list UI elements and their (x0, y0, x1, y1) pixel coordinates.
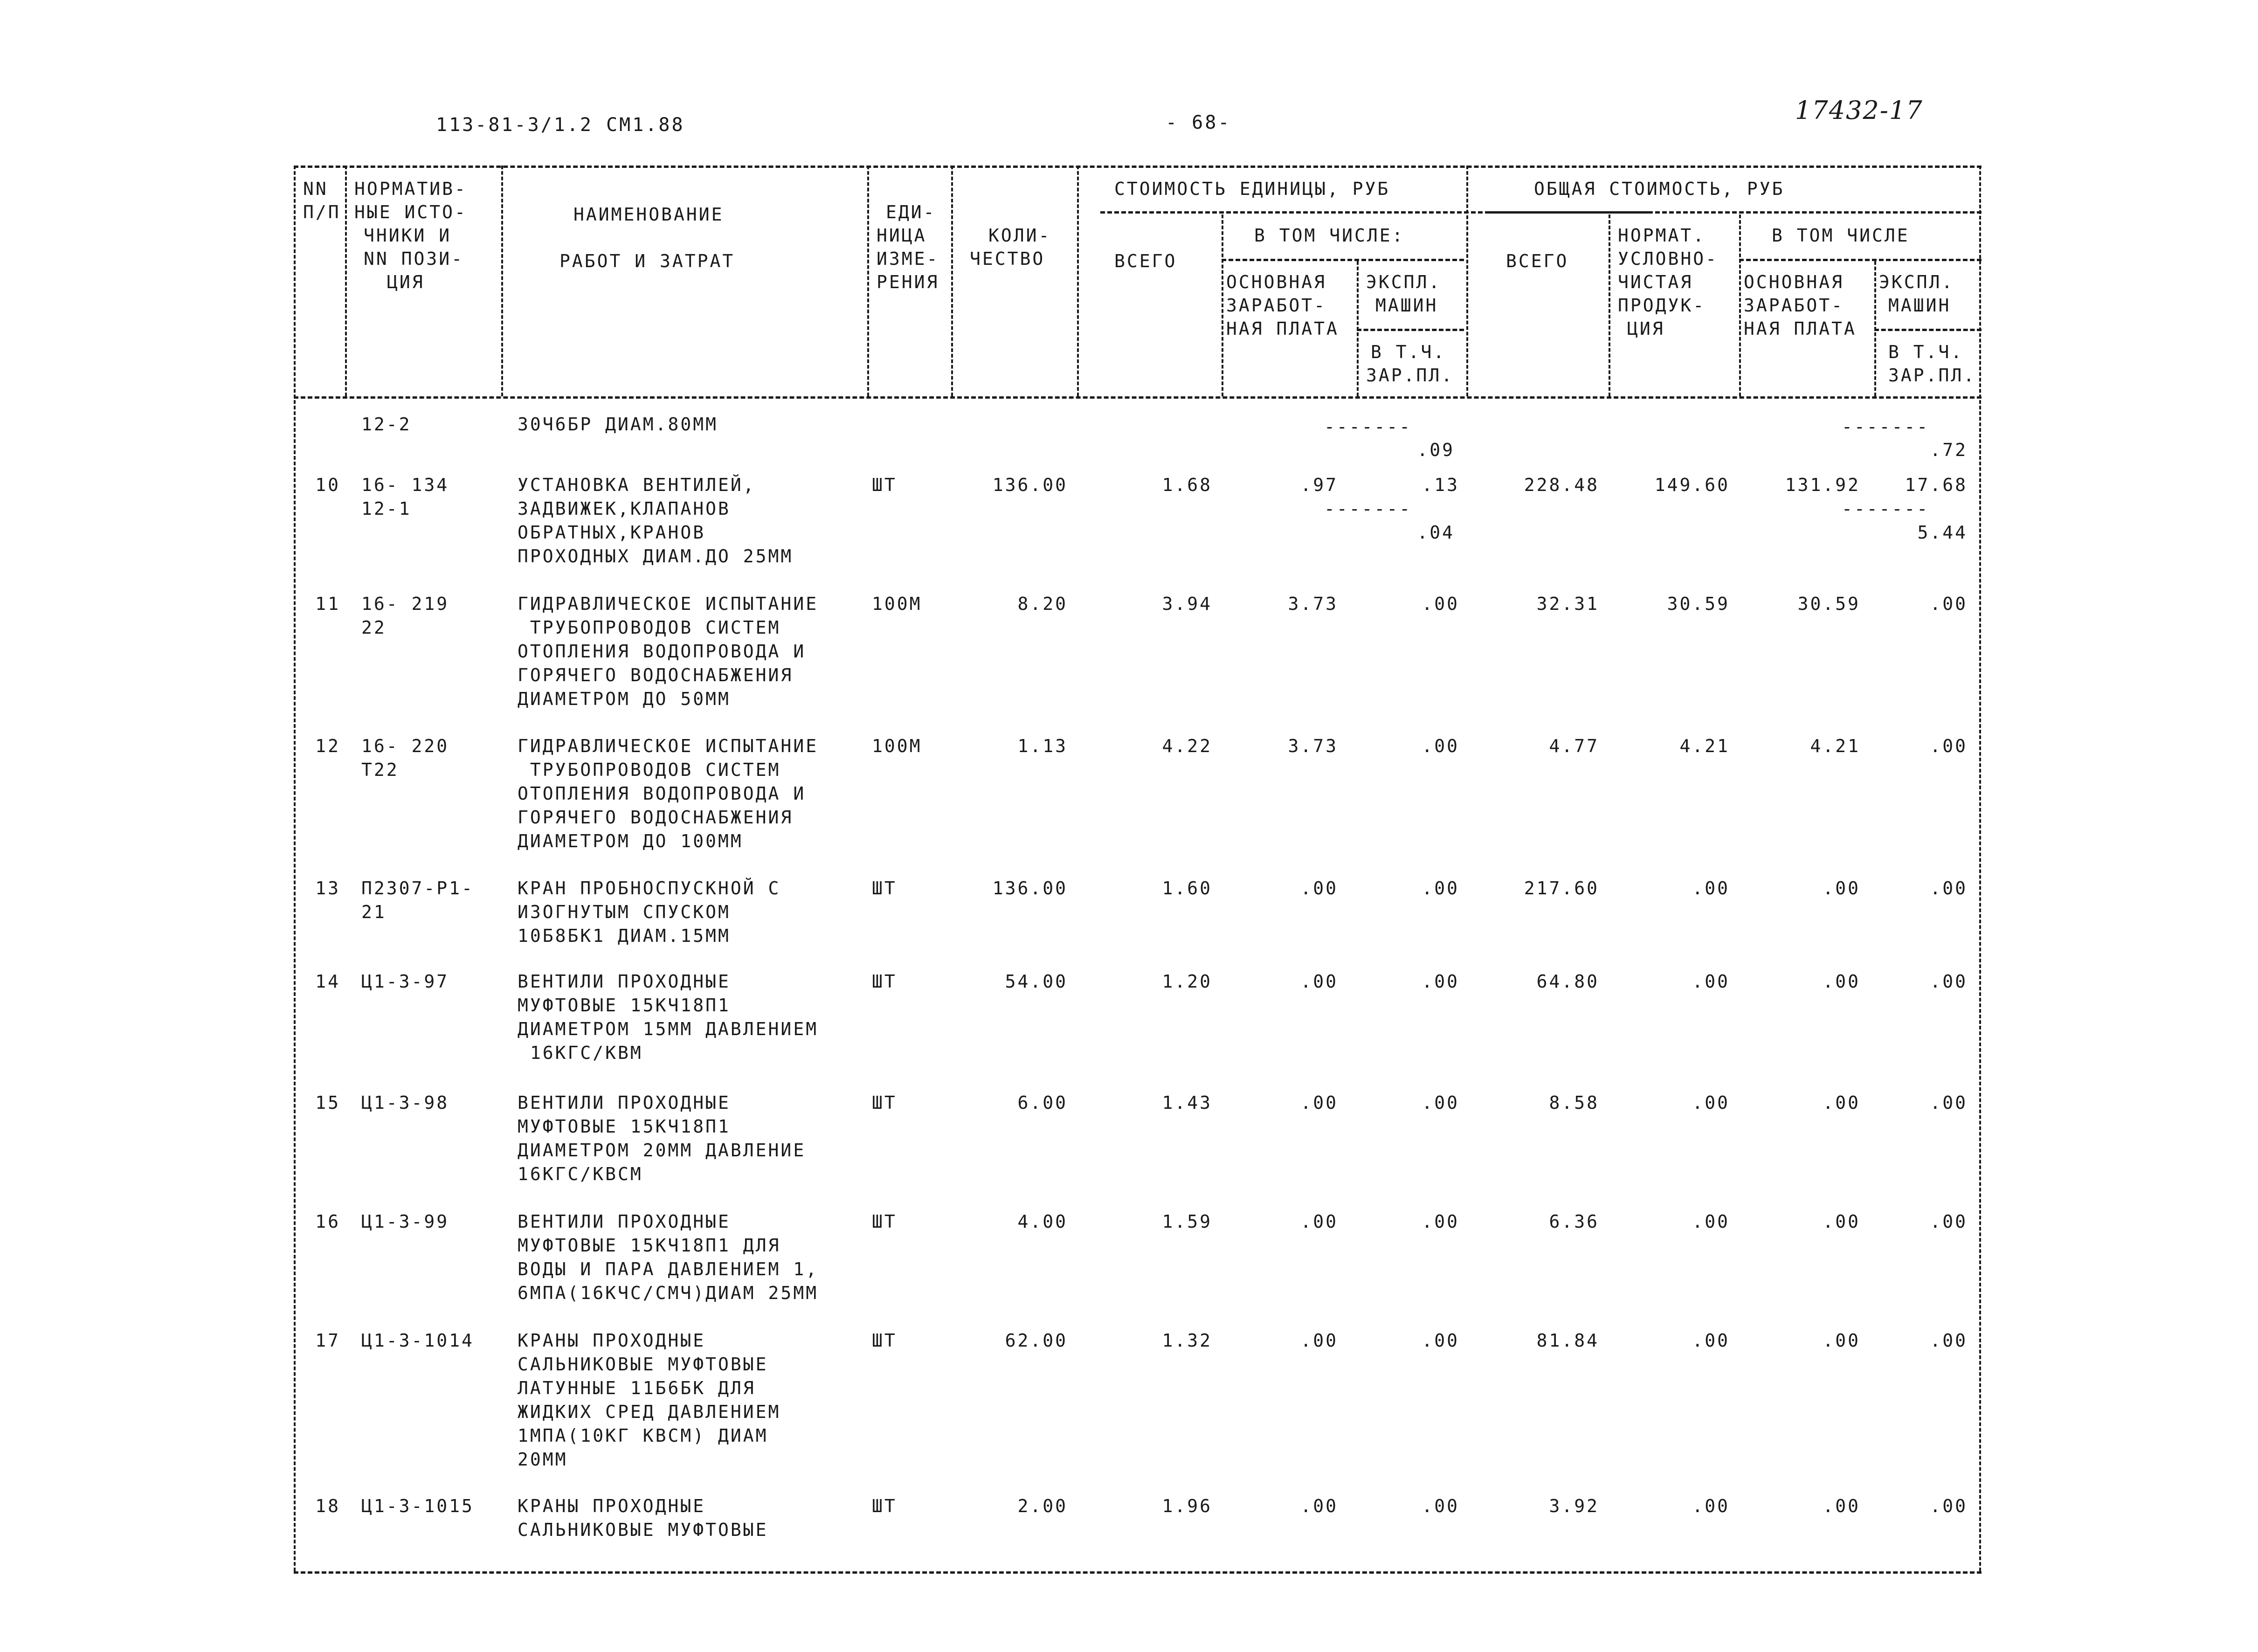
row-name: ОТОПЛЕНИЯ ВОДОПРОВОДА И (518, 783, 806, 804)
row-qty: 54.00 (1005, 971, 1068, 992)
row-code: Ц1-3-98 (361, 1092, 449, 1113)
header-total-machwage-1: В Т.Ч. (1888, 342, 1964, 362)
row-unit-total: 4.22 (1162, 736, 1212, 756)
row-name: КРАНЫ ПРОХОДНЫЕ (518, 1496, 706, 1516)
header-unit-incl: В ТОМ ЧИСЛЕ: (1254, 225, 1405, 246)
header-normativ-5: ЦИЯ (387, 272, 425, 292)
header-total-norm-5: ЦИЯ (1627, 318, 1665, 339)
row-name: ИЗОГНУТЫМ СПУСКОМ (518, 902, 731, 922)
col-sep-ttotal (1609, 214, 1610, 396)
row-name: МУФТОВЫЕ 15КЧ18П1 ДЛЯ (518, 1235, 781, 1256)
row-name: ТРУБОПРОВОДОВ СИСТЕМ (518, 760, 781, 780)
header-total-mach-1: ЭКСПЛ. (1879, 272, 1954, 292)
row-unit-wage: 3.73 (1288, 594, 1338, 614)
row-name: ДИАМЕТРОМ ДО 100ММ (518, 831, 743, 851)
header-total-wage-1: ОСНОВНАЯ (1744, 272, 1844, 292)
header-unit-mach-1: ЭКСПЛ. (1366, 272, 1442, 292)
row-code: Ц1-3-97 (361, 971, 449, 992)
row-name: КРАНЫ ПРОХОДНЫЕ (518, 1330, 706, 1351)
row-unit: ШТ (872, 1211, 897, 1232)
row-qty: 8.20 (1017, 594, 1068, 614)
row-name: 16КГС/КВМ (518, 1043, 643, 1063)
header-total-wage-2: ЗАРАБОТ- (1744, 295, 1844, 316)
row-total-total: 8.58 (1549, 1092, 1599, 1113)
row-unit: ШТ (872, 878, 897, 899)
row-name: УСТАНОВКА ВЕНТИЛЕЙ, (518, 475, 756, 495)
row-total-mach: .00 (1930, 878, 1968, 899)
row-qty: 1.13 (1017, 736, 1068, 756)
row-code: 12-1 (361, 498, 412, 519)
continuation-total-mach-wage: .72 (1930, 440, 1968, 460)
row-total-total: 217.60 (1524, 878, 1599, 899)
row-total-norm: .00 (1692, 1496, 1730, 1516)
header-total-total: ВСЕГО (1506, 251, 1569, 271)
row-unit-total: 1.59 (1162, 1211, 1212, 1232)
row-nn: 15 (315, 1092, 340, 1113)
row-code: Ц1-3-1015 (361, 1496, 474, 1516)
row-code: Ц1-3-99 (361, 1211, 449, 1232)
row-total-mach-wage: 5.44 (1917, 522, 1968, 543)
header-unit-3: ИЗМЕ- (877, 249, 939, 269)
continuation-code: 12-2 (361, 414, 412, 435)
row-name: ОБРАТНЫХ,КРАНОВ (518, 522, 706, 543)
header-name-1: НАИМЕНОВАНИЕ (573, 204, 724, 225)
row-qty: 6.00 (1017, 1092, 1068, 1113)
header-total-cost-group: ОБЩАЯ СТОИМОСТЬ, РУБ (1534, 179, 1785, 199)
row-code: 16- 134 (361, 475, 449, 495)
table-bottom-rule (294, 1571, 1982, 1574)
row-unit: ШТ (872, 1092, 897, 1113)
row-total-wage: 131.92 (1785, 475, 1860, 495)
row-name: 1МПА(10КГ КВСМ) ДИАМ (518, 1425, 768, 1446)
row-unit-total: 1.68 (1162, 475, 1212, 495)
row-unit-mach: .00 (1422, 594, 1459, 614)
row-name: ЛАТУННЫЕ 11Б6БК ДЛЯ (518, 1378, 756, 1398)
row-unit-wage: .00 (1300, 1092, 1338, 1113)
row-unit-wage: .00 (1300, 971, 1338, 992)
row-total-wage: .00 (1823, 971, 1860, 992)
row-qty: 136.00 (992, 475, 1068, 495)
row-name: САЛЬНИКОВЫЕ МУФТОВЫЕ (518, 1520, 768, 1540)
header-name-2: РАБОТ И ЗАТРАТ (559, 251, 735, 271)
row-code: П2307-Р1- (361, 878, 474, 899)
header-unit-machwage-1: В Т.Ч. (1371, 342, 1446, 362)
unit-mach-subrule (1357, 329, 1464, 331)
header-normativ-3: ЧНИКИ И (364, 225, 452, 246)
continuation-name: 30Ч6БР ДИАМ.80ММ (518, 414, 718, 435)
row-code: 22 (361, 617, 387, 638)
row-name: ВОДЫ И ПАРА ДАВЛЕНИЕМ 1, (518, 1259, 819, 1279)
row-unit-mach-wage: .04 (1417, 522, 1455, 543)
row-name: ВЕНТИЛИ ПРОХОДНЫЕ (518, 1211, 731, 1232)
row-total-wage: .00 (1823, 1496, 1860, 1516)
handwritten-stamp-number: 17432-17 (1795, 96, 1923, 125)
row-total-wage: 30.59 (1797, 594, 1860, 614)
header-nn-1: NN (303, 179, 328, 199)
unit-incl-subrule (1222, 259, 1464, 261)
row-total-norm: 149.60 (1654, 475, 1730, 495)
row-name: 16КГС/КВСМ (518, 1164, 643, 1184)
row-code: Ц1-3-1014 (361, 1330, 474, 1351)
row-total-norm: .00 (1692, 1092, 1730, 1113)
row-unit-mach: .13 (1422, 475, 1459, 495)
row-unit-mach: .00 (1422, 1092, 1459, 1113)
row-total-norm: 30.59 (1667, 594, 1730, 614)
row-total-total: 6.36 (1549, 1211, 1599, 1232)
header-normativ-2: НЫЕ ИСТО- (354, 202, 467, 222)
row-qty: 136.00 (992, 878, 1068, 899)
row-nn: 14 (315, 971, 340, 992)
row-name: 10Б8БК1 ДИАМ.15ММ (518, 926, 731, 946)
header-total-norm-2: УСЛОВНО- (1618, 249, 1719, 269)
row-total-mach: .00 (1930, 1496, 1968, 1516)
col-sep-unit (951, 166, 953, 396)
row-unit-mach: .00 (1422, 878, 1459, 899)
row-name: САЛЬНИКОВЫЕ МУФТОВЫЕ (518, 1354, 768, 1375)
col-sep-qty (1077, 166, 1079, 396)
row-total-mach: .00 (1930, 736, 1968, 756)
row-qty: 62.00 (1005, 1330, 1068, 1351)
row-total-total: 3.92 (1549, 1496, 1599, 1516)
row-name: ПРОХОДНЫХ ДИАМ.ДО 25ММ (518, 546, 794, 567)
row-unit-mach: .00 (1422, 1330, 1459, 1351)
col-sep-tnorm (1739, 214, 1741, 396)
row-nn: 12 (315, 736, 340, 756)
table-left-edge (294, 166, 296, 1571)
row-total-norm: .00 (1692, 1330, 1730, 1351)
continuation-unit-dash: ------- (1324, 416, 1412, 437)
row-code: 21 (361, 902, 387, 922)
row-total-wage: .00 (1823, 1092, 1860, 1113)
total-cost-subrule (1487, 211, 1982, 214)
row-name: ВЕНТИЛИ ПРОХОДНЫЕ (518, 1092, 731, 1113)
header-unit-wage-1: ОСНОВНАЯ (1226, 272, 1327, 292)
row-name: ГОРЯЧЕГО ВОДОСНАБЖЕНИЯ (518, 665, 794, 685)
total-mach-subrule (1874, 329, 1982, 331)
header-unit-wage-3: НАЯ ПЛАТА (1226, 318, 1339, 339)
row-name: МУФТОВЫЕ 15КЧ18П1 (518, 995, 731, 1016)
row-unit-total: 1.20 (1162, 971, 1212, 992)
row-name: ГИДРАВЛИЧЕСКОЕ ИСПЫТАНИЕ (518, 594, 819, 614)
header-unit-mach-2: МАШИН (1375, 295, 1438, 316)
row-name: ЗАДВИЖЕК,КЛАПАНОВ (518, 498, 731, 519)
row-code: 16- 220 (361, 736, 449, 756)
row-unit-wage: .97 (1300, 475, 1338, 495)
row-unit-mach: .00 (1422, 1496, 1459, 1516)
row-unit-mach: .00 (1422, 736, 1459, 756)
row-name: 20ММ (518, 1449, 568, 1470)
row-name: 6МПА(16КЧС/СМЧ)ДИАМ 25ММ (518, 1283, 819, 1303)
row-total-total: 32.31 (1536, 594, 1599, 614)
row-nn: 10 (315, 475, 340, 495)
row-name: ОТОПЛЕНИЯ ВОДОПРОВОДА И (518, 641, 806, 662)
header-unit-4: РЕНИЯ (877, 272, 939, 292)
row-code: Т22 (361, 760, 399, 780)
row-total-total: 64.80 (1536, 971, 1599, 992)
header-nn-2: П/П (303, 202, 341, 222)
row-name: ГОРЯЧЕГО ВОДОСНАБЖЕНИЯ (518, 807, 794, 828)
row-total-total: 4.77 (1549, 736, 1599, 756)
header-total-mach-2: МАШИН (1888, 295, 1951, 316)
row-total-total: 81.84 (1536, 1330, 1599, 1351)
row-unit-wage: .00 (1300, 878, 1338, 899)
continuation-total-dash: ------- (1842, 416, 1930, 437)
row-nn: 18 (315, 1496, 340, 1516)
header-unit-total: ВСЕГО (1114, 251, 1177, 271)
row-qty: 4.00 (1017, 1211, 1068, 1232)
header-unit-wage-2: ЗАРАБОТ- (1226, 295, 1327, 316)
table-top-rule (294, 166, 1982, 168)
header-normativ-1: НОРМАТИВ- (354, 179, 467, 199)
row-nn: 16 (315, 1211, 340, 1232)
row-unit-wage: 3.73 (1288, 736, 1338, 756)
row-total-norm: 4.21 (1679, 736, 1730, 756)
row-total-mach: 17.68 (1905, 475, 1968, 495)
row-total-mach: .00 (1930, 971, 1968, 992)
row-qty: 2.00 (1017, 1496, 1068, 1516)
total-incl-subrule (1739, 259, 1982, 261)
row-total-norm: .00 (1692, 1211, 1730, 1232)
row-total-mach: .00 (1930, 1330, 1968, 1351)
row-unit-total: 1.60 (1162, 878, 1212, 899)
row-name: МУФТОВЫЕ 15КЧ18П1 (518, 1116, 731, 1137)
row-total-wage: .00 (1823, 1211, 1860, 1232)
row-unit-mach: .00 (1422, 1211, 1459, 1232)
row-unit-total: 1.96 (1162, 1496, 1212, 1516)
row-nn: 17 (315, 1330, 340, 1351)
row-total-total: 228.48 (1524, 475, 1599, 495)
row-total-norm: .00 (1692, 878, 1730, 899)
header-total-norm-3: ЧИСТАЯ (1618, 272, 1693, 292)
document-code: 113-81-3/1.2 СМ1.88 (436, 114, 685, 136)
row-total-norm: .00 (1692, 971, 1730, 992)
col-sep-code (501, 166, 503, 396)
row-name: ГИДРАВЛИЧЕСКОЕ ИСПЫТАНИЕ (518, 736, 819, 756)
table-right-edge (1979, 166, 1981, 1571)
row-unit-wage: .00 (1300, 1330, 1338, 1351)
col-sep-name (867, 166, 869, 396)
row-unit-total: 3.94 (1162, 594, 1212, 614)
estimate-table (294, 163, 1982, 1590)
row-code: 16- 219 (361, 594, 449, 614)
header-normativ-4: NN ПОЗИ- (364, 249, 464, 269)
header-unit-1: ЕДИ- (886, 202, 936, 222)
row-name: ТРУБОПРОВОДОВ СИСТЕМ (518, 617, 781, 638)
row-unit-mach: .00 (1422, 971, 1459, 992)
row-total-mach: .00 (1930, 594, 1968, 614)
header-total-norm-4: ПРОДУК- (1618, 295, 1706, 316)
row-unit-total: 1.32 (1162, 1330, 1212, 1351)
row-total-wage: 4.21 (1810, 736, 1860, 756)
row-unit: 100М (872, 736, 922, 756)
header-total-incl: В ТОМ ЧИСЛЕ (1772, 225, 1910, 246)
row-name: ВЕНТИЛИ ПРОХОДНЫЕ (518, 971, 731, 992)
header-qty-1: КОЛИ- (988, 225, 1051, 246)
row-unit: ШТ (872, 1496, 897, 1516)
header-unit-machwage-2: ЗАР.ПЛ. (1366, 365, 1454, 386)
row-name: ЖИДКИХ СРЕД ДАВЛЕНИЕМ (518, 1402, 781, 1422)
row-nn: 13 (315, 878, 340, 899)
row-total-mach-dash: ------- (1842, 498, 1930, 519)
row-name: КРАН ПРОБНОСПУСКНОЙ С (518, 878, 781, 899)
row-name: ДИАМЕТРОМ 15ММ ДАВЛЕНИЕМ (518, 1019, 819, 1039)
row-unit: ШТ (872, 475, 897, 495)
col-sep-nn (345, 166, 347, 396)
continuation-unit-mach-wage: .09 (1417, 440, 1455, 460)
row-unit-total: 1.43 (1162, 1092, 1212, 1113)
col-sep-uwage (1357, 261, 1359, 396)
row-total-wage: .00 (1823, 1330, 1860, 1351)
row-name: ДИАМЕТРОМ 20ММ ДАВЛЕНИЕ (518, 1140, 806, 1161)
row-name: ДИАМЕТРОМ ДО 50ММ (518, 689, 731, 709)
row-total-mach: .00 (1930, 1211, 1968, 1232)
row-unit: ШТ (872, 971, 897, 992)
col-sep-twage (1874, 261, 1876, 396)
header-bottom-rule (294, 396, 1982, 399)
col-sep-utotal (1222, 214, 1223, 396)
row-total-wage: .00 (1823, 878, 1860, 899)
row-unit: 100М (872, 594, 922, 614)
row-unit: ШТ (872, 1330, 897, 1351)
header-unit-cost-group: СТОИМОСТЬ ЕДИНИЦЫ, РУБ (1114, 179, 1390, 199)
row-total-mach: .00 (1930, 1092, 1968, 1113)
row-unit-mach-dash: ------- (1324, 498, 1412, 519)
row-unit-wage: .00 (1300, 1211, 1338, 1232)
header-total-wage-3: НАЯ ПЛАТА (1744, 318, 1857, 339)
header-qty-2: ЧЕСТВО (970, 249, 1045, 269)
header-unit-2: НИЦА (877, 225, 927, 246)
page-number: - 68- (1166, 112, 1231, 133)
row-nn: 11 (315, 594, 340, 614)
header-total-machwage-2: ЗАР.ПЛ. (1888, 365, 1976, 386)
header-total-norm-1: НОРМАТ. (1618, 225, 1706, 246)
row-unit-wage: .00 (1300, 1496, 1338, 1516)
col-sep-unit-group (1466, 166, 1468, 396)
